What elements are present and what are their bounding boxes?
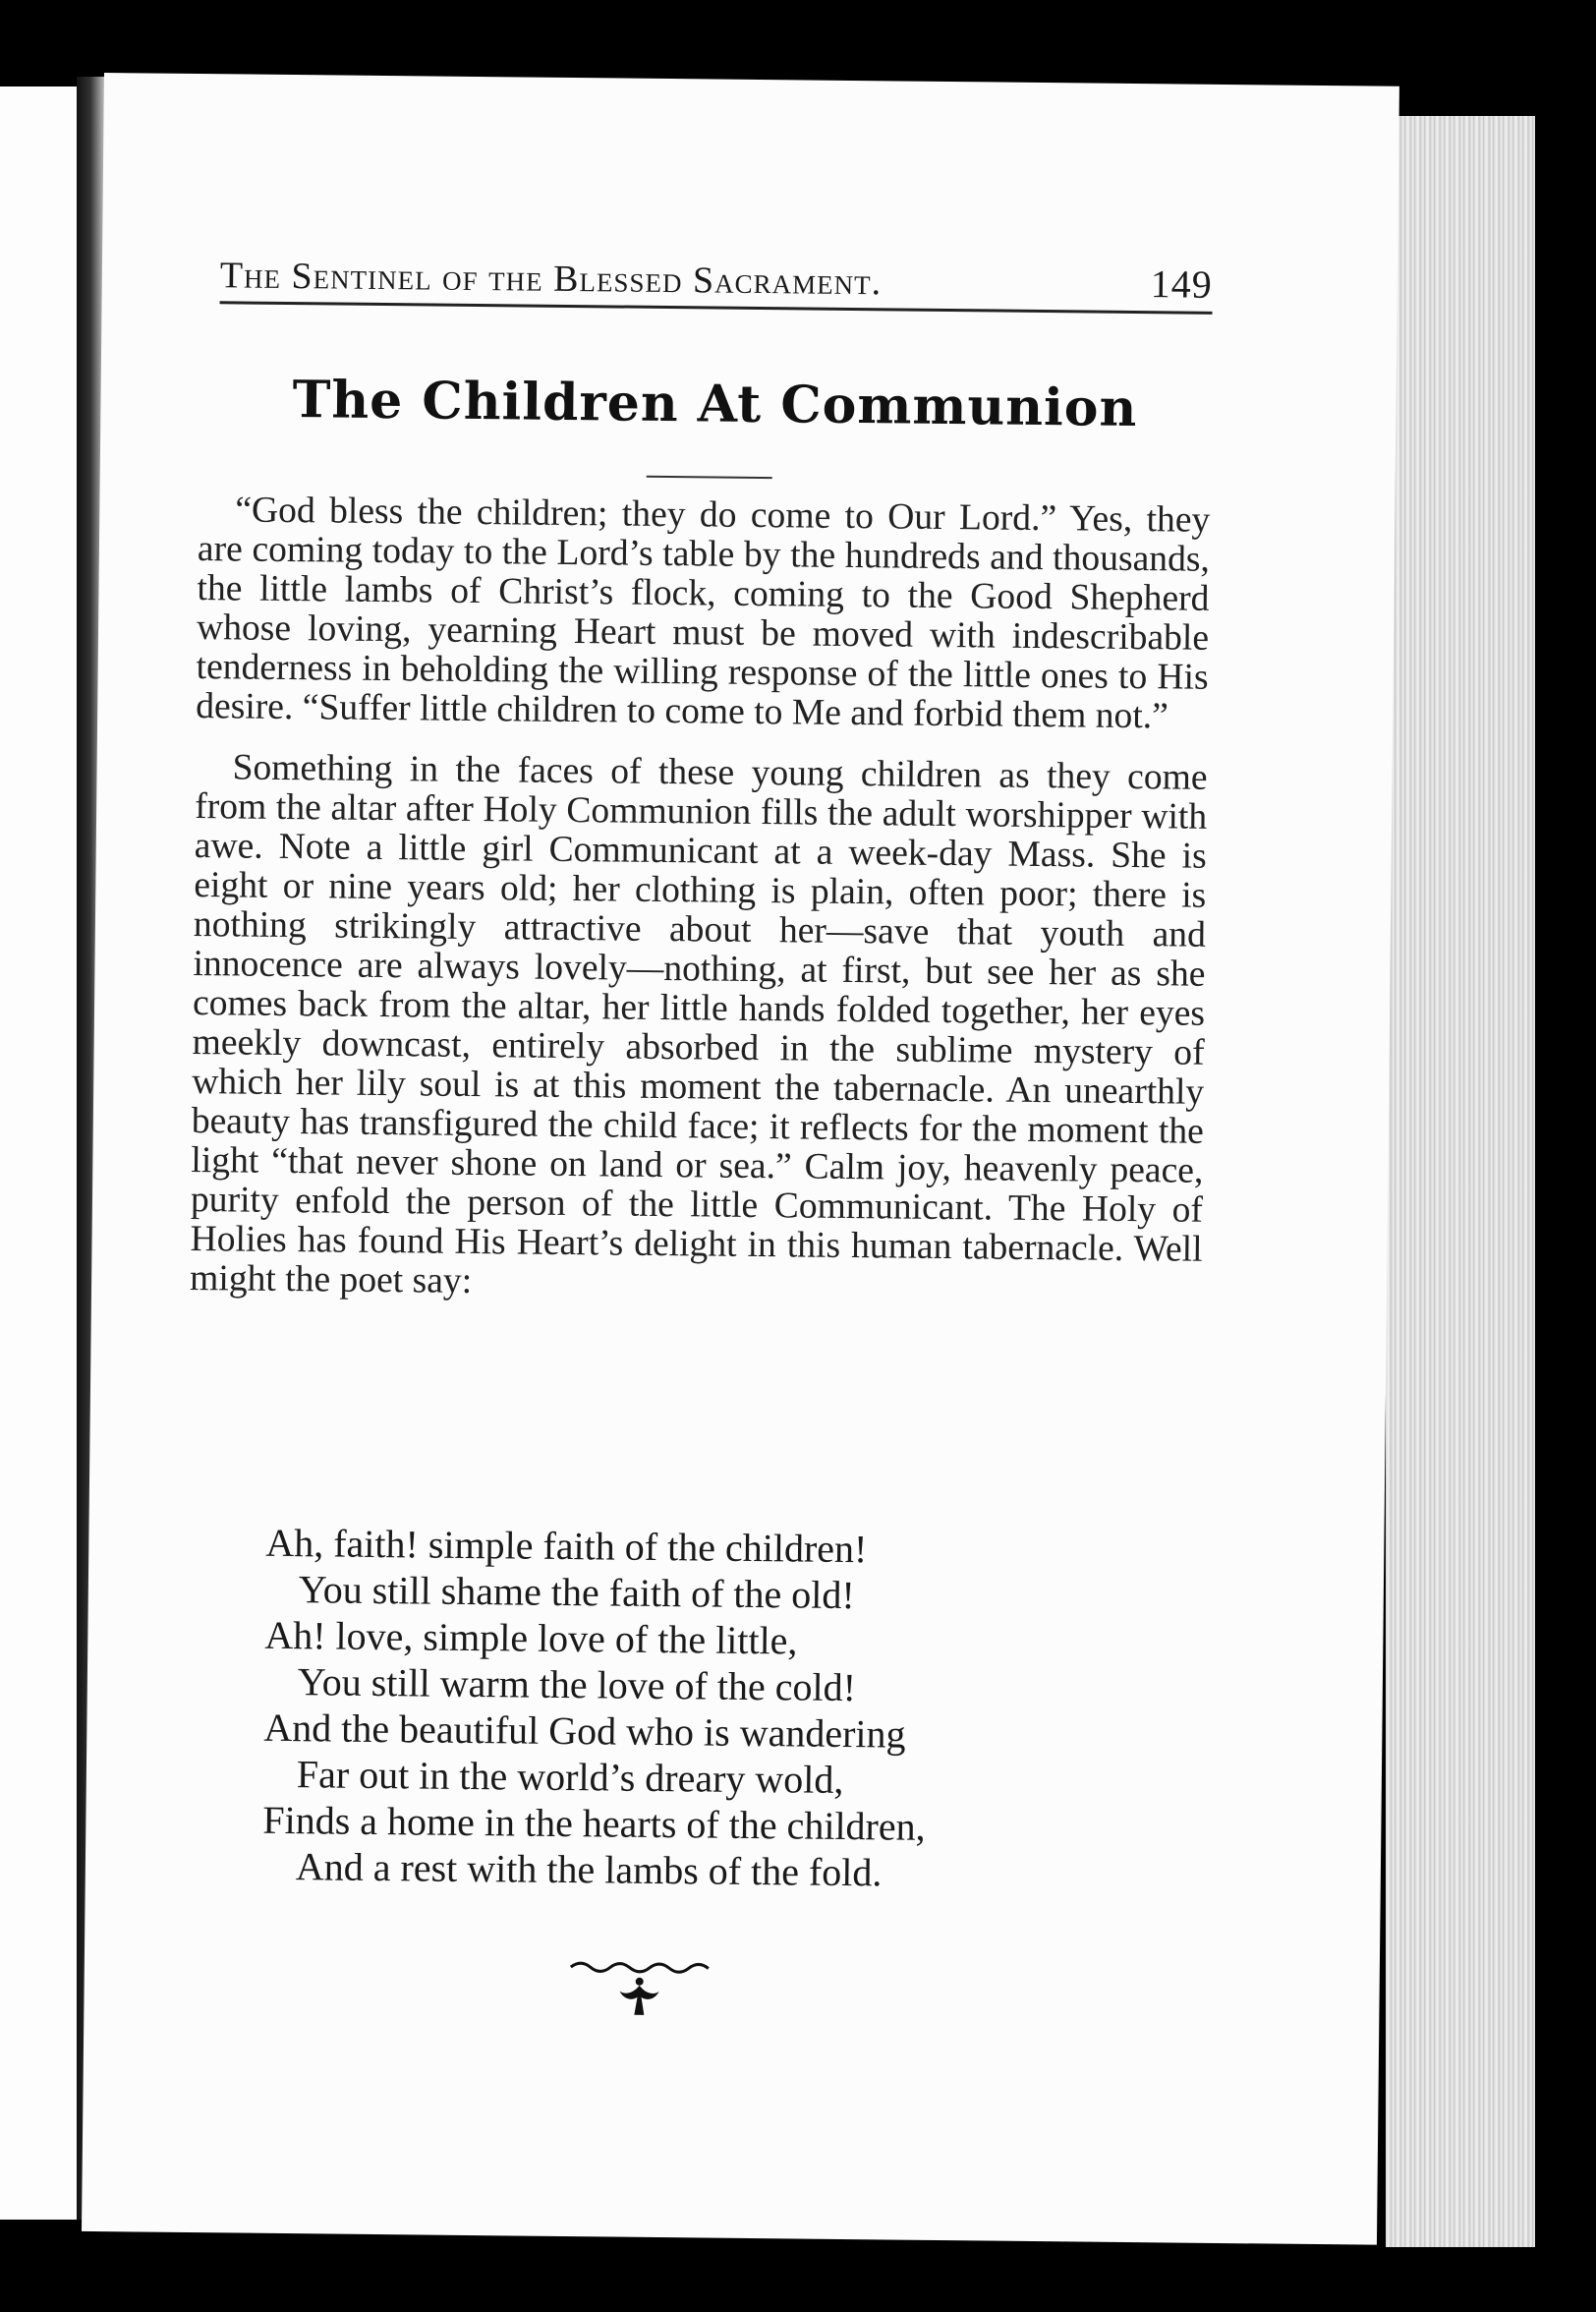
poem-line: Ah! love, simple love of the little, <box>264 1612 798 1663</box>
poem-line: Finds a home in the hearts of the children, <box>262 1797 926 1849</box>
facing-page-edge <box>0 87 77 2220</box>
poem-line: Far out in the world’s dreary wold, <box>296 1752 844 1802</box>
poem-line: You still warm the love of the cold! <box>297 1659 857 1710</box>
page-number: 149 <box>1150 261 1214 307</box>
poem-line: And the beautiful God who is wandering <box>263 1705 906 1757</box>
fleuron-ornament-icon <box>565 1955 713 2046</box>
poem <box>262 1520 1151 1898</box>
article-body <box>190 491 1211 1331</box>
book-page <box>82 73 1399 2245</box>
paragraph-1: “God bless the children; they do come to Our Lord.” Yes, they are coming today to the Lord’s table by the hundreds and thousands, the little lambs of Christ’s flock, coming to the Good Shepherd whose loving, yearning Heart must be moved with indescribable tenderness in beholding the willing response of the little ones to His desire. “Suffer little children to come to Me and forbid them not.” <box>196 490 1211 737</box>
running-head-title: The Sentinel of the Blessed Sacrament. <box>219 255 883 304</box>
paragraph-2: Something in the faces of these young children as they come from the altar after Holy Communion fills the adult worshipper with awe. Note a little girl Communicant at a week-day Mass. She is eight or nine years old; her clothing is plain, often poor; there is nothing strikingly attractive about her—save that youth and innocence are always lovely—nothing, at first, but see her as she comes back from the altar, her little hands folded together, her eyes meekly downcast, entirely absorbed in the sublime mystery of which her lily soul is at this moment the tabernacle. An unearthly beauty has transfigured the child face; it reflects for the moment the light “that never shone on land or sea.” Calm joy, heavenly peace, purity enfold the person of the little Communicant. The Holy of Holies has found His Heart’s delight in this human tabernacle. Well might the poet say: <box>189 747 1208 1301</box>
article-title: The Children At Communion <box>292 370 1138 439</box>
running-head <box>220 251 1214 315</box>
poem-line: And a rest with the lambs of the fold. <box>295 1844 883 1895</box>
page-block-edge <box>1386 116 1535 2247</box>
title-rule <box>647 476 772 479</box>
poem-line: Ah, faith! simple faith of the children! <box>265 1520 868 1572</box>
poem-line: You still shame the faith of the old! <box>298 1567 855 1618</box>
